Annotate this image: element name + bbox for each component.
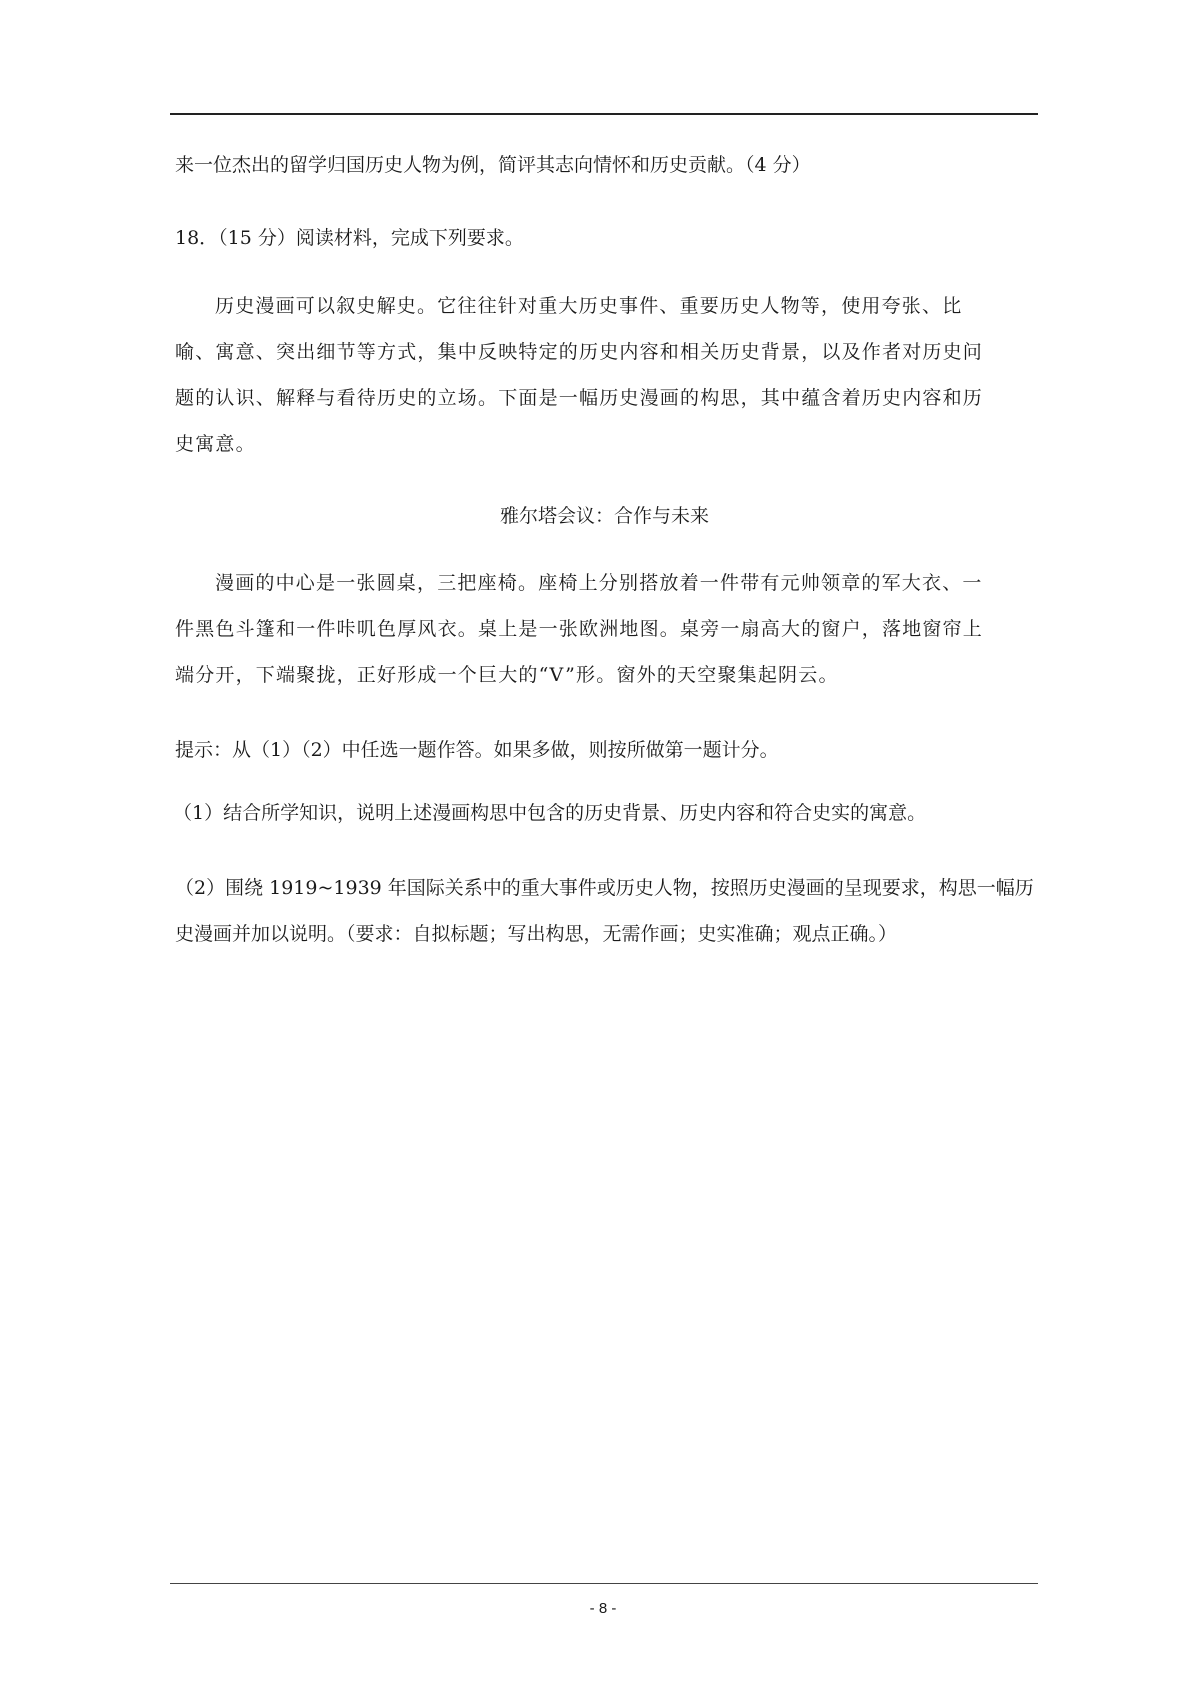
header-rule: [170, 113, 1038, 115]
cartoon-description-text: 漫画的中心是一张圆桌，三把座椅。座椅上分别搭放着一件带有元帅领章的军大衣、一件黑色斗篷和一件咔叽色厚风衣。桌上是一张欧洲地图。桌旁一扇高大的窗户，落地窗帘上端分开，下端聚拢，正好形成一个巨大的“V”形。窗外的天空聚集起阴云。: [175, 572, 984, 686]
hint-line: 提示：从（1）（2）中任选一题作答。如果多做，则按所做第一题计分。: [175, 739, 779, 761]
footer-rule: [170, 1583, 1038, 1584]
cartoon-description: [175, 560, 1001, 698]
sub-question-2: [175, 865, 1043, 957]
sub-question-1: （1）结合所学知识，说明上述漫画构思中包含的历史背景、历史内容和符合史实的寓意。: [173, 802, 927, 824]
page-number: - 8 -: [589, 1600, 617, 1617]
question-header: 18．（15 分）阅读材料，完成下列要求。: [175, 227, 524, 249]
continuation-line: 来一位杰出的留学归国历史人物为例，简评其志向情怀和历史贡献。（4 分）: [175, 154, 811, 176]
sub-question-2-text: （2）围绕 1919~1939 年国际关系中的重大事件或历史人物，按照历史漫画的呈现要求，构思一幅历史漫画并加以说明。（要求：自拟标题；写出构思，无需作画；史实准确；观点正确。）: [175, 877, 1034, 945]
cartoon-title: 雅尔塔会议：合作与未来: [499, 505, 709, 527]
intro-paragraph: [175, 283, 1001, 467]
intro-paragraph-text: 历史漫画可以叙史解史。它往往针对重大历史事件、重要历史人物等，使用夸张、比喻、寓意、突出细节等方式，集中反映特定的历史内容和相关历史背景，以及作者对历史问题的认识、解释与看待历史的立场。下面是一幅历史漫画的构思，其中蕴含着历史内容和历史寓意。: [175, 295, 984, 455]
